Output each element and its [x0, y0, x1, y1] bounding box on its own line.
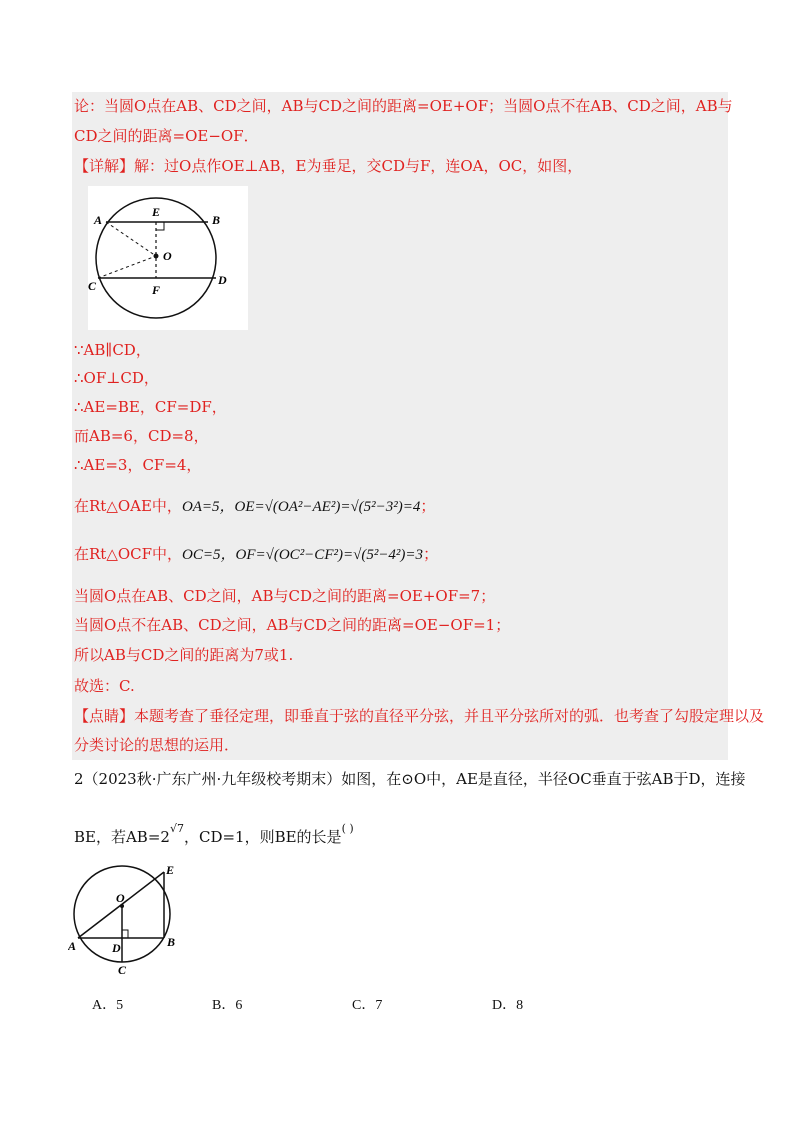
detail-line: [74, 156, 582, 176]
answer-blank: ( ): [341, 822, 354, 835]
step-7: 在Rt△OCF中，OC=5，OF=√(OC²−CF²)=√(5²−4²)=3；: [74, 545, 439, 563]
choice-a[interactable]: A．5: [92, 998, 124, 1013]
step-8: 当圆O点在AB、CD之间，AB与CD之间的距离=OE+OF=7；: [74, 587, 496, 605]
solution-line-2: CD之间的距离=OE−OF．: [74, 127, 259, 145]
fig2-label-b: B: [167, 935, 176, 949]
detail-text: 解：过O点作OE⊥AB，E为垂足，交CD与F，连OA，OC，如图，: [134, 157, 583, 175]
step-3: ∴AE=BE，CF=DF，: [74, 398, 227, 416]
fig1-label-c: C: [88, 279, 97, 293]
fig1-label-e: E: [152, 205, 161, 219]
fig2-label-e: E: [166, 863, 175, 877]
question-2-line-2: BE，若$AB=2^{√7}$，CD=1，则BE的长是( ): [74, 822, 354, 846]
fig1-label-a: A: [94, 213, 103, 227]
fig2-label-o: O: [116, 891, 125, 905]
step-9: 当圆O点不在AB、CD之间，AB与CD之间的距离=OE−OF=1；: [74, 616, 511, 634]
fig1-label-o: O: [163, 249, 172, 263]
comment-tag: 【点睛】: [74, 707, 135, 725]
fig1-label-f: F: [152, 283, 161, 297]
step-6: 在Rt△OAE中，OA=5，OE=√(OA²−AE²)=√(5²−3²)=4；: [74, 497, 436, 515]
detail-tag: 【详解】: [74, 157, 135, 175]
step-1: ∵AB∥CD，: [74, 341, 151, 359]
step-4: 而AB=6，CD=8，: [74, 427, 209, 445]
step-2: ∴OF⊥CD，: [74, 369, 159, 387]
solution-line-1: 论：当圆O点在AB、CD之间，AB与CD之间的距离=OE+OF；当圆O点不在AB、CD之间，AB与: [74, 97, 733, 115]
step-10: 所以AB与CD之间的距离为7或1.: [74, 646, 294, 664]
comment-line-1: [74, 706, 764, 726]
sqrt-seven: √7: [169, 822, 184, 835]
figure-circle-diameter: [68, 860, 188, 980]
comment-line-2: 分类讨论的思想的运用．: [74, 736, 240, 754]
choice-b[interactable]: B．6: [212, 998, 243, 1013]
fig2-label-c: C: [118, 963, 127, 977]
choice-c[interactable]: C．7: [352, 998, 383, 1013]
fig2-label-a: A: [68, 939, 77, 953]
figure-circle-chords: [88, 186, 248, 330]
step-5: ∴AE=3，CF=4，: [74, 456, 202, 474]
fig1-label-d: D: [218, 273, 227, 287]
fig2-label-d: D: [112, 941, 121, 955]
comment-text: 本题考查了垂径定理，即垂直于弦的直径平分弦，并且平分弦所对的弧．也考查了勾股定理以及: [134, 707, 765, 725]
fig1-label-b: B: [212, 213, 221, 227]
step-11: 故选：C.: [74, 677, 135, 695]
question-2-line-1: 2（2023秋·广东广州·九年级校考期末）如图，在⊙O中，AE是直径，半径OC垂直于弦AB于D，连接: [74, 770, 746, 788]
choice-d[interactable]: D．8: [492, 998, 524, 1013]
